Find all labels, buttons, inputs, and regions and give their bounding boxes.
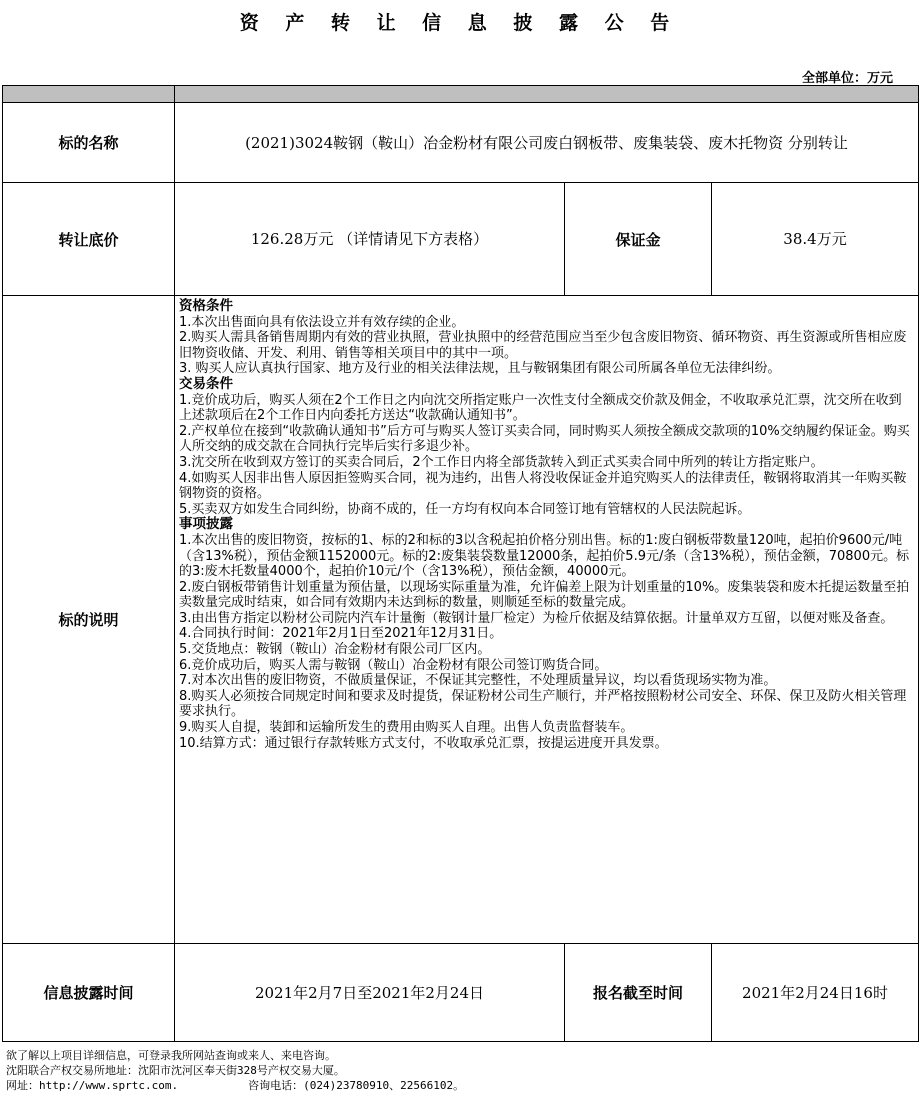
deadline-value: 2021年2月24日16时 <box>712 944 919 1042</box>
unit-label: 全部单位：万元 <box>801 71 893 86</box>
disclosure-table <box>2 85 919 1042</box>
disclosure-item: 9.购买人自提，装卸和运输所发生的费用由购买人自理。出售人负责监督装车。 <box>179 720 634 736</box>
disclosure-time-row <box>3 944 919 1042</box>
deposit-value: 38.4万元 <box>712 183 919 296</box>
trade-condition-item: 3.沈交所在收到双方签订的买卖合同后，2个工作日内将全部货款转入到正式买卖合同中所列的转让方指定账户。 <box>179 454 824 470</box>
disclosure-time-value: 2021年2月7日至2021年2月24日 <box>175 944 565 1042</box>
disclosure-time-label: 信息披露时间 <box>3 944 175 1042</box>
footer-website: 网址：http://www.sprtc.com. <box>6 1079 179 1092</box>
section-heading-disclosure-items: 事项披露 <box>179 516 233 533</box>
footer <box>6 1048 464 1093</box>
price-row <box>3 183 919 296</box>
qualification-item: 1.本次出售面向具有依法设立并有效存续的企业。 <box>179 314 465 330</box>
qualification-item: 2.购买人需具备销售周期内有效的营业执照，营业执照中的经营范围应当至少包含废旧物资、循环物资、再生资源或所售相应废旧物资收储、开发、利用、销售等相关项目中的其中一项。 <box>179 330 907 361</box>
disclosure-item: 8.购买人必须按合同规定时间和要求及时提货，保证粉材公司生产顺行，并严格按照粉材公司安全、环保、保卫及防火相关管理要求执行。 <box>179 688 907 720</box>
item-name-line1: (2021)3024鞍钢（鞍山）冶金粉材有限公司废白钢板带、废集装袋、废木托物资 <box>245 133 784 152</box>
footer-line-1: 欲了解以上项目详细信息，可登录我所网站查询或来人、来电咨询。 <box>6 1049 336 1062</box>
trade-condition-item: 4.如购买人因非出售人原因拒签购买合同，视为违约，出售人将没收保证金并追究购买人的法律责任，鞍钢将取消其一年购买鞍钢物资的资格。 <box>179 470 907 502</box>
deposit-label: 保证金 <box>565 183 712 296</box>
price-value <box>175 183 565 296</box>
deadline-label: 报名截至时间 <box>565 944 712 1042</box>
trade-condition-item: 1.竞价成功后，购买人须在2个工作日之内向沈交所指定账户一次性支付全额成交价款及佣金，不收取承兑汇票，沈交所在收到上述款项后在2个工作日内向委托方送达“收款确认通知书”。 <box>179 392 902 424</box>
trade-condition-item: 2.产权单位在接到“收款确认通知书”后方可与购买人签订买卖合同，同时购买人须按全额成交款项的10%交纳履约保证金。购买人所交纳的成交款在合同执行完毕后实行多退少补。 <box>179 423 910 455</box>
section-heading-trade-conditions: 交易条件 <box>179 375 233 392</box>
price-amount: 126.28万元 <box>250 230 334 248</box>
item-name-line2: 分别转让 <box>787 133 848 152</box>
item-name-label: 标的名称 <box>3 103 175 183</box>
disclosure-item: 1.本次出售的废旧物资，按标的1、标的2和标的3以含税起拍价格分别出售。标的1:废白钢板带数量120吨，起拍价9600元/吨（含13%税），预估金额1152000元。标的2:废集装袋数量12000条，起拍价5.9元/条（含13%税），预估金额，70800元。标的3:废木托数量4000个，起拍价10元/个（含13%税），预估金额，40000元。 <box>179 532 910 580</box>
disclosure-item: 5.交货地点：鞍钢（鞍山）冶金粉材有限公司厂区内。 <box>179 642 491 658</box>
qualification-item: 3. 购买人应认真执行国家、地方及行业的相关法律法规，且与鞍钢集团有限公司所属各单位无法律纠纷。 <box>179 361 781 377</box>
footer-line-2: 沈阳联合产权交易所地址：沈阳市沈河区奉天街328号产权交易大厦。 <box>6 1064 345 1077</box>
disclosure-item: 6.竞价成功后，购买人需与鞍钢（鞍山）冶金粉材有限公司签订购货合同。 <box>179 657 608 673</box>
disclosure-item: 3.由出售方指定以粉材公司院内汽车计量衡（鞍钢计量厂检定）为检斤依据及结算依据。计量单双方互留，以便对账及备查。 <box>179 610 894 626</box>
page-title: 资 产 转 让 信 息 披 露 公 告 <box>239 12 680 34</box>
item-name-value <box>175 103 919 183</box>
item-name-row <box>3 103 919 183</box>
disclosure-item: 2.废白钢板带销售计划重量为预估量，以现场实际重量为准，允许偏差上限为计划重量的10%。废集装袋和废木托提运数量至拍卖数量完成时结束，如合同有效期内未达到标的数量，则顺延至标的数量完成。 <box>179 579 910 611</box>
description-label: 标的说明 <box>3 296 175 944</box>
section-heading-qualification: 资格条件 <box>179 298 233 314</box>
trade-condition-item: 5.买卖双方如发生合同纠纷，协商不成的，任一方均有权向本合同签订地有管辖权的人民法院起诉。 <box>179 501 751 517</box>
disclosure-item: 10.结算方式：通过银行存款转账方式支付，不收取承兑汇票，按提运进度开具发票。 <box>179 735 668 751</box>
description-row <box>3 296 919 944</box>
footer-phone: 咨询电话：(024)23780910、22566102。 <box>248 1079 465 1092</box>
disclosure-item: 7.对本次出售的废旧物资，不做质量保证，不保证其完整性，不处理质量异议，均以看货现场实物为准。 <box>179 673 777 689</box>
price-note: （详情请见下方表格） <box>338 230 489 248</box>
description-content <box>175 296 919 944</box>
footer-contact <box>6 1078 464 1093</box>
disclosure-item: 4.合同执行时间：2021年2月1日至2021年12月31日。 <box>179 626 503 642</box>
table-header-bar <box>3 86 919 103</box>
price-label: 转让底价 <box>3 183 175 296</box>
